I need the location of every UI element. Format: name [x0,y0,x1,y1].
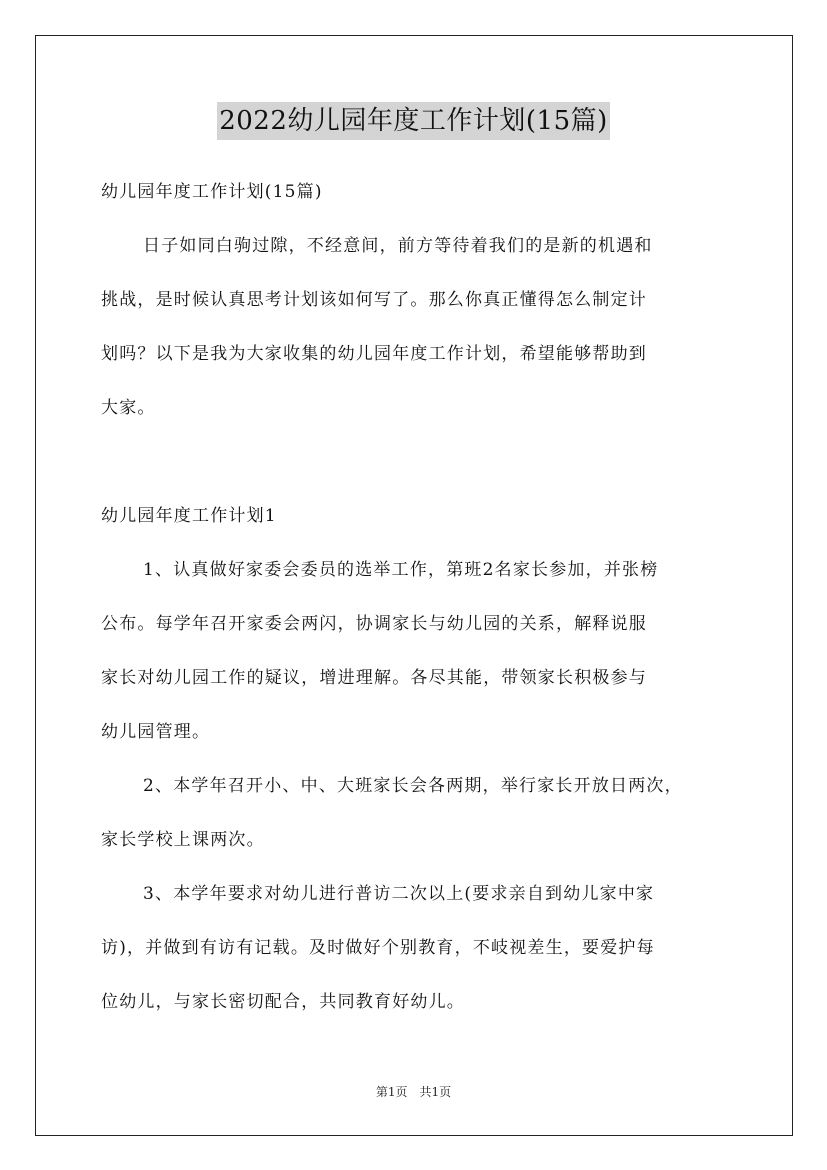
paragraph-line: 家长学校上课两次。 [101,830,265,850]
paragraph-line: 2、本学年召开小、中、大班家长会各两期，举行家长开放日两次， [143,776,683,796]
title-container [0,102,827,140]
paragraph-line: 日子如同白驹过隙，不经意间，前方等待着我们的是新的机遇和 [143,236,653,256]
subtitle-line: 幼儿园年度工作计划(15篇) [101,182,323,202]
paragraph-line: 划吗？以下是我为大家收集的幼儿园年度工作计划，希望能够帮助到 [101,344,647,364]
paragraph-line: 大家。 [101,398,156,418]
paragraph-line: 3、本学年要求对幼儿进行普访二次以上(要求亲自到幼儿家中家 [143,884,655,904]
document-title: 2022幼儿园年度工作计划(15篇) [217,102,610,140]
paragraph-line: 家长对幼儿园工作的疑议，增进理解。各尽其能，带领家长积极参与 [101,668,647,688]
paragraph-line: 访)，并做到有访有记载。及时做好个别教育，不岐视差生，要爱护每 [101,938,655,958]
paragraph-line: 1、认真做好家委会委员的选举工作，第班2名家长参加，并张榜 [143,560,659,580]
section-heading: 幼儿园年度工作计划1 [101,506,277,526]
paragraph-line: 公布。每学年召开家委会两闪，协调家长与幼儿园的关系，解释说服 [101,614,647,634]
paragraph-line: 挑战，是时候认真思考计划该如何写了。那么你真正懂得怎么制定计 [101,290,647,310]
paragraph-line: 幼儿园管理。 [101,722,211,742]
document-body [101,172,729,1036]
blank-line [101,442,729,496]
page-footer: 第1页 共1页 [375,1085,452,1099]
paragraph-line: 位幼儿，与家长密切配合，共同教育好幼儿。 [101,992,465,1012]
